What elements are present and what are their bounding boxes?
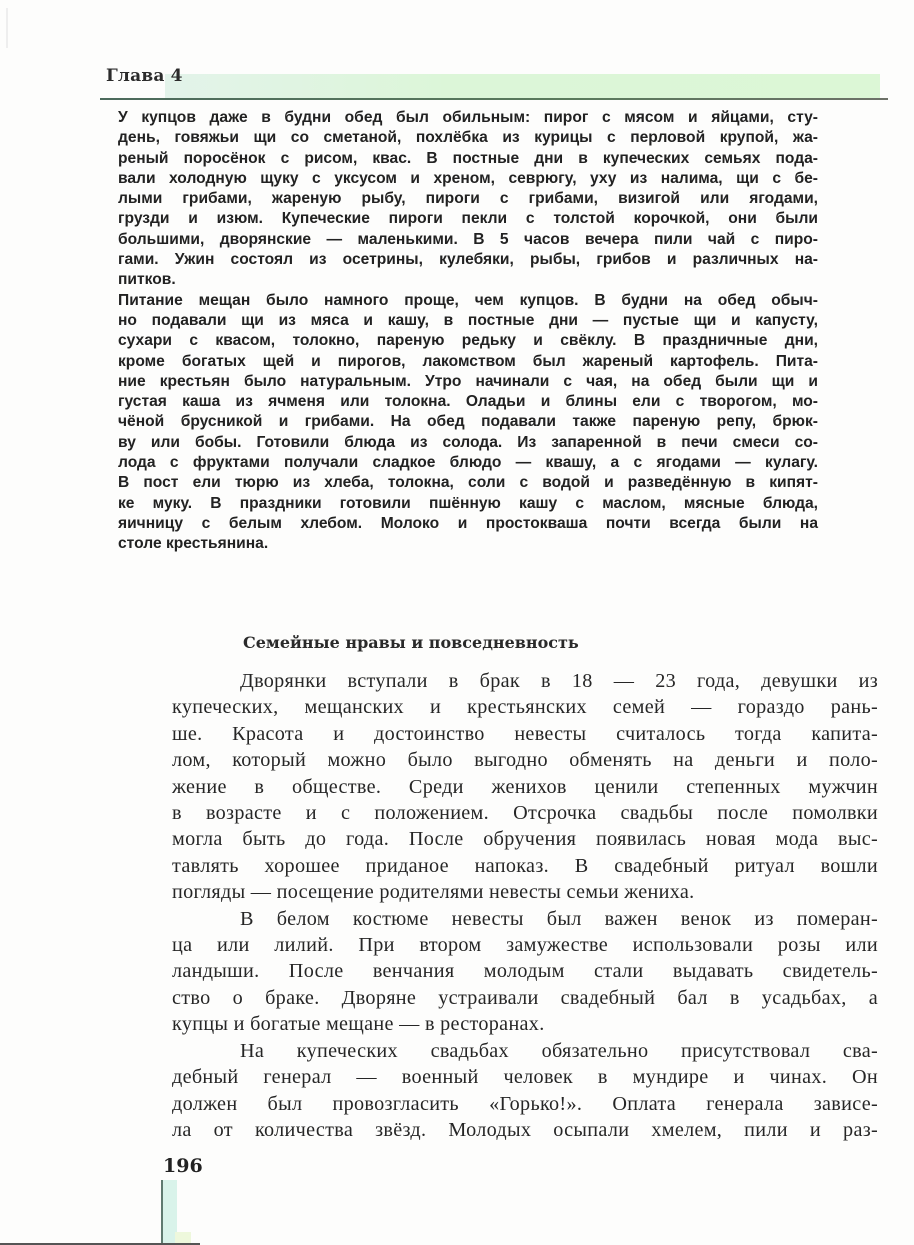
text-line: вали холодную щуку с уксусом и хреном, севрюгу, уху из налима, щи с бе-	[118, 169, 818, 187]
text-line: гами. Ужин состоял из осетрины, кулебяки, рыбы, грибов и различных на-	[118, 251, 818, 269]
text-line: яичницу с белым хлебом. Молоко и простокваша почти всегда были на	[118, 514, 818, 532]
text-line: но подавали щи из мяса и кашу, в постные дни — пустые щи и капусту,	[118, 311, 818, 329]
text-line: ландыши. После венчания молодым стали выдавать свидетель-	[172, 960, 878, 983]
text-line: ние крестьян было натуральным. Утро начинали с чая, на обед были щи и	[118, 372, 818, 390]
text-line: ла от количества звёзд. Молодых осыпали хмелем, пили и раз-	[172, 1118, 878, 1141]
text-line: большими, дворянские — маленькими. В 5 часов вечера пили чай с пиро-	[118, 230, 818, 248]
chapter-header	[100, 60, 872, 100]
text-line: в возрасте и с положением. Отсрочка свадьбы после помолвки	[172, 802, 878, 825]
text-line: В белом костюме невесты был важен венок из померан-	[240, 907, 878, 930]
text-line: ву или бобы. Готовили блюда из солода. Из запаренной в печи смеси со-	[118, 433, 818, 451]
text-line: В пост ели тюрю из хлеба, толокна, соли с водой и разведённую в кипят-	[118, 474, 818, 492]
text-line: дебный генерал — военный человек в мундире и чинах. Он	[172, 1066, 878, 1089]
text-line: день, говяжьи щи со сметаной, похлёбка из курицы с перловой крупой, жа-	[118, 129, 818, 147]
text-line: ство о браке. Дворяне устраивали свадебный бал в усадьбах, а	[172, 986, 878, 1009]
text-line: сухари с квасом, толокно, пареную редьку и свёклу. В праздничные дни,	[118, 332, 818, 350]
text-line: густая каша из ячменя или толокна. Оладьи и блины ели с творогом, мо-	[118, 393, 818, 411]
text-line: питков.	[118, 271, 176, 289]
text-line: столе крестьянина.	[118, 535, 269, 553]
page-number: 196	[163, 1155, 203, 1177]
text-line: ше. Красота и достоинство невесты считалось тогда капита-	[172, 722, 878, 745]
text-line: лыми грибами, жареную рыбу, пироги с грибами, визигой или ягодами,	[118, 190, 818, 208]
section-title: Семейные нравы и повседневность	[243, 633, 579, 652]
scan-edge-mark	[6, 8, 8, 48]
text-line: лода с фруктами получали сладкое блюдо — квашу, а с ягодами — кулагу.	[118, 454, 818, 472]
text-line: ца или лилий. При втором замужестве использовали розы или	[172, 934, 878, 957]
family-customs-text-block	[172, 668, 878, 1143]
text-line: ке муку. В праздники готовили пшённую кашу с маслом, мясные блюда,	[118, 494, 818, 512]
text-line: жение в обществе. Среди женихов ценили степенных мужчин	[172, 775, 878, 798]
text-line: должен был провозгласить «Горько!». Оплата генерала зависе-	[172, 1092, 878, 1115]
food-text-block	[118, 108, 818, 555]
text-line: Дворянки вступали в брак в 18 — 23 года, девушки из	[240, 670, 878, 692]
chapter-title: Глава 4	[106, 66, 183, 86]
header-rule	[100, 98, 888, 100]
text-line: На купеческих свадьбах обязательно присутствовал сва-	[240, 1039, 878, 1062]
text-line: купеческих, мещанских и крестьянских семей — гораздо рань-	[172, 696, 878, 719]
text-line: У купцов даже в будни обед был обильным: пирог с мясом и яйцами, сту-	[118, 109, 818, 126]
text-line: Питание мещан было намного проще, чем купцов. В будни на обед обыч-	[118, 291, 818, 309]
header-accent-band	[165, 74, 880, 98]
text-line: погляды — посещение родителями невесты семьи жениха.	[172, 881, 695, 904]
text-line: реный поросёнок с рисом, квас. В постные дни в купеческих семьях пода-	[118, 149, 818, 167]
text-line: купцы и богатые мещане — в ресторанах.	[172, 1013, 545, 1036]
text-line: кроме богатых щей и пирогов, лакомством был жареный картофель. Пита-	[118, 352, 818, 370]
text-line: чёной брусникой и грибами. На обед подавали также пареную репу, брюк-	[118, 413, 818, 431]
text-line: грузди и изюм. Купеческие пироги пекли с толстой корочкой, они были	[118, 210, 818, 228]
text-line: могла быть до года. После обручения появилась новая мода выс-	[172, 828, 878, 851]
text-line: лом, который можно было выгодно обменять на деньги и поло-	[172, 749, 878, 772]
text-line: тавлять хорошее приданое напоказ. В свадебный ритуал вошли	[172, 854, 878, 877]
